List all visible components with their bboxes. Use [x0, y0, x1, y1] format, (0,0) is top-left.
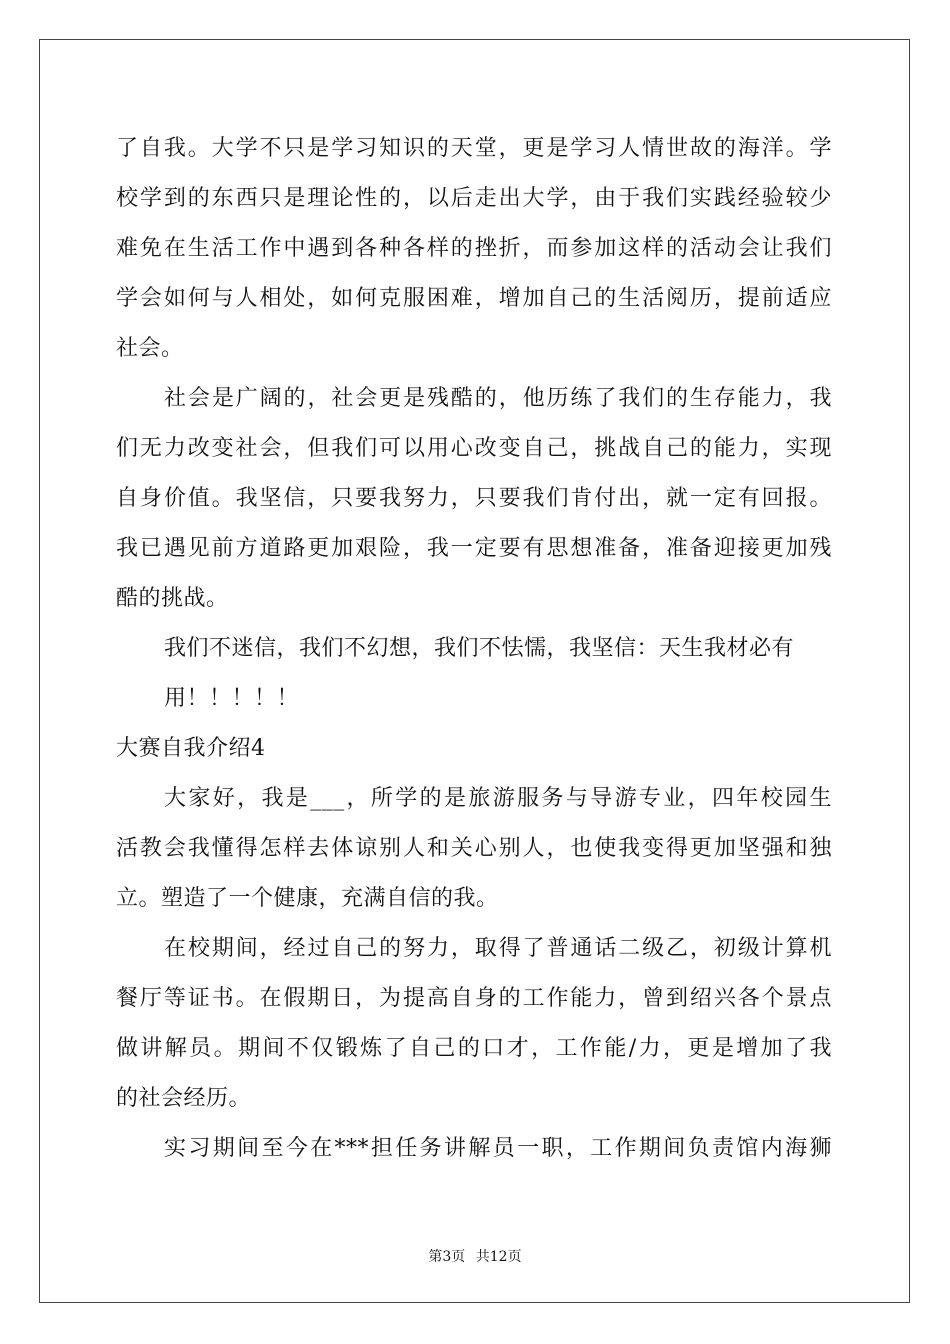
text-line: 酷的挑战。	[116, 586, 229, 611]
text-line: 我们不迷信，我们不幻想，我们不怯懦，我坚信：天生我材必有	[164, 636, 795, 661]
text-line: 餐厅等证书。在假期日，为提高自身的工作能力，曾到绍兴各个景点	[116, 986, 832, 1011]
text-line: 社会是广阔的，社会更是残酷的，他历练了我们的生存能力，我	[164, 386, 832, 411]
text-line: 难免在生活工作中遇到各种各样的挫折，而参加这样的活动会让我们	[116, 236, 832, 261]
text-line: 用！！！！！	[164, 686, 300, 711]
text-line: 社会。	[116, 336, 184, 361]
text-line: 校学到的东西只是理论性的，以后走出大学，由于我们实践经验较少	[116, 186, 832, 211]
text-line: 大家好，我是___，所学的是旅游服务与导游专业，四年校园生	[164, 786, 832, 811]
text-line: 学会如何与人相处，如何克服困难，增加自己的生活阅历，提前适应	[116, 286, 832, 311]
text-line: 我已遇见前方道路更加艰险，我一定要有思想准备，准备迎接更加残	[116, 536, 832, 561]
text-line: 了自我。大学不只是学习知识的天堂，更是学习人情世故的海洋。学	[116, 136, 832, 161]
text-line: 做讲解员。期间不仅锻炼了自己的口才，工作能/力，更是增加了我	[116, 1036, 832, 1061]
text-line: 的社会经历。	[116, 1086, 252, 1111]
section-heading: 大赛自我介绍4	[116, 736, 266, 761]
text-line: 立。塑造了一个健康，充满自信的我。	[116, 886, 499, 911]
text-line: 在校期间，经过自己的努力，取得了普通话二级乙，初级计算机	[164, 936, 832, 961]
text-line: 自身价值。我坚信，只要我努力，只要我们肯付出，就一定有回报。	[116, 486, 832, 511]
page-footer	[0, 1246, 950, 1266]
text-line: 们无力改变社会，但我们可以用心改变自己，挑战自己的能力，实现	[116, 436, 832, 461]
page-total: 共12页	[475, 1249, 522, 1265]
page-number: 第3页	[428, 1249, 466, 1265]
text-line: 实习期间至今在***担任务讲解员一职，工作期间负责馆内海狮	[164, 1136, 832, 1161]
text-line: 活教会我懂得怎样去体谅别人和关心别人，也使我变得更加坚强和独	[116, 836, 832, 861]
